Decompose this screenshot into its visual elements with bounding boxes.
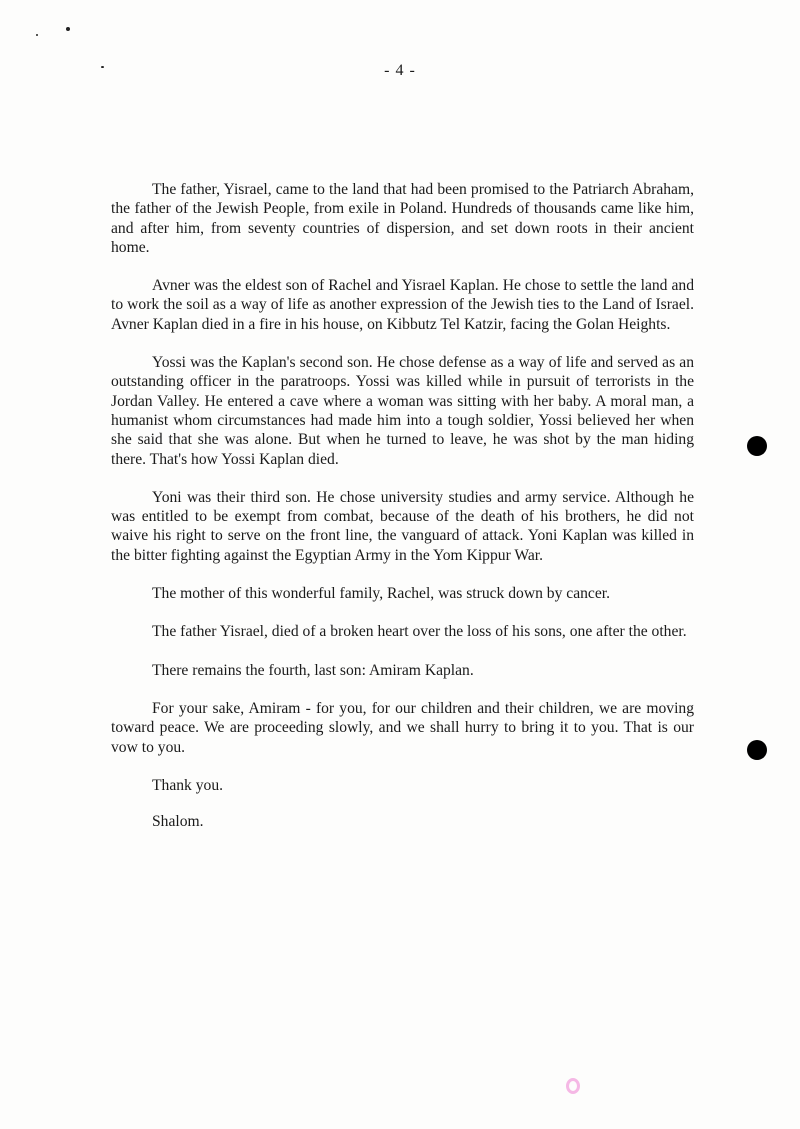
scan-speck	[36, 34, 38, 36]
paragraph-shalom: Shalom.	[152, 813, 204, 831]
paragraph-thanks: Thank you.	[152, 776, 224, 794]
paragraph-yossi: Yossi was the Kaplan's second son. He chose defense as a way of life and served as an outstanding officer in the paratroops. Yossi was killed while in pursuit of terrorists in the Jordan Valley. He entered a cave where a woman was sitting with her baby. A moral man, a humanist whom circumstances had made him into a tough soldier, Yossi believed her when she said that she was alone. But when he turned to leave, he was shot by the man hiding there. That's how Yossi Kaplan died.	[111, 354, 694, 468]
paragraph-yisrael: The father, Yisrael, came to the land that had been promised to the Patriarch Abraham, the father of the Jewish People, from exile in Poland. Hundreds of thousands came like him, and after him, from seventy countries of dispersion, and set down roots in their ancient home.	[111, 181, 694, 256]
paragraph-father: The father Yisrael, died of a broken heart over the loss of his sons, one after the other.	[152, 623, 687, 641]
paragraph-vow: For your sake, Amiram - for you, for our children and their children, we are moving toward peace. We are proceeding slowly, and we shall hurry to bring it to you. That is our vow to you.	[111, 699, 694, 756]
page-number: - 4 -	[384, 62, 416, 79]
punch-hole-upper	[747, 436, 767, 456]
pink-circle-mark	[566, 1078, 580, 1094]
paragraph-avner: Avner was the eldest son of Rachel and Yisrael Kaplan. He chose to settle the land and to work the soil as a way of life as another expression of the Jewish ties to the Land of Israel. Avner Kaplan died in a fire in his house, on Kibbutz Tel Katzir, facing the Golan Heights.	[111, 277, 694, 333]
paragraph-amiram: There remains the fourth, last son: Amiram Kaplan.	[152, 661, 474, 679]
paragraph-yoni: Yoni was their third son. He chose university studies and army service. Although he was entitled to be exempt from combat, because of the death of his brothers, he did not waive his right to serve on the front line, the vanguard of attack. Yoni Kaplan was killed in the bitter fighting against the Egyptian Army in the Yom Kippur War.	[111, 488, 694, 564]
scan-speck	[66, 27, 70, 31]
punch-hole-lower	[747, 740, 767, 760]
paragraph-rachel: The mother of this wonderful family, Rachel, was struck down by cancer.	[152, 585, 611, 603]
letter-body	[111, 180, 694, 850]
